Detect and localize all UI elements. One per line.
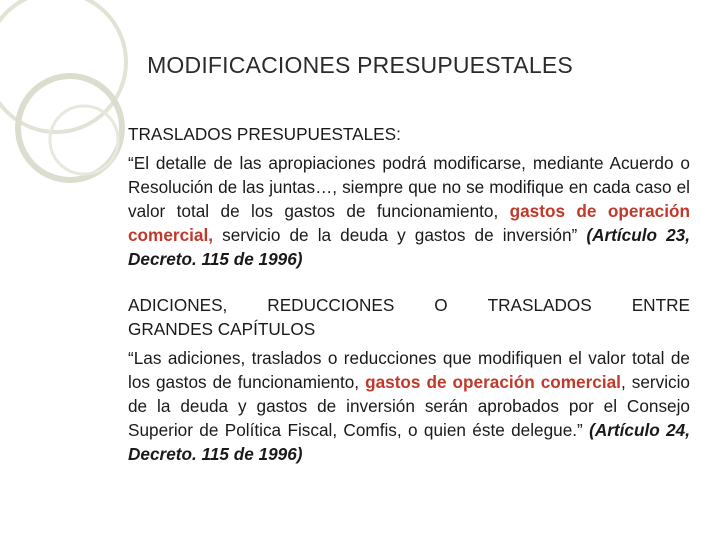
section-paragraph-adiciones	[128, 346, 690, 466]
slide-content	[128, 122, 690, 466]
heading-word: ENTRE	[631, 295, 690, 315]
slide-title: MODIFICACIONES PRESUPUESTALES	[147, 52, 573, 78]
section-heading-traslados: TRASLADOS PRESUPUESTALES:	[128, 124, 401, 144]
highlight-text: gastos de operación comercial	[365, 372, 621, 392]
paragraph-text: , servicio de la deuda y gastos de inversión serán aprobados por el Consejo Superior de Política Fiscal, Comfis, o quien éste delegue.”	[128, 372, 690, 440]
heading-word: O	[434, 295, 448, 315]
paragraph-text: “Las adiciones, traslados o reducciones que modifiquen el valor total de los gastos de funcionamiento,	[128, 348, 690, 392]
paragraph-text: “El detalle de las apropiaciones podrá modificarse, mediante Acuerdo o Resolución de las juntas…, siempre que no se modifique en cada caso el valor total de los gastos de funcionamiento,	[128, 153, 690, 221]
section-heading-adiciones	[128, 293, 690, 341]
article-citation: (Artículo 24, Decreto. 115 de 1996)	[128, 420, 690, 464]
section-paragraph-traslados	[128, 151, 690, 271]
paragraph-text: servicio de la deuda y gastos de inversión”	[213, 225, 587, 245]
decorative-ring-medium	[18, 76, 122, 180]
heading-word: ADICIONES,	[128, 295, 228, 315]
heading-word: REDUCCIONES	[267, 295, 395, 315]
highlight-text: gastos de operación comercial,	[128, 201, 690, 245]
decorative-ring-small	[50, 106, 118, 174]
heading-line: GRANDES CAPÍTULOS	[128, 319, 316, 339]
heading-word: TRASLADOS	[487, 295, 592, 315]
article-citation: (Artículo 23, Decreto. 115 de 1996)	[128, 225, 690, 269]
